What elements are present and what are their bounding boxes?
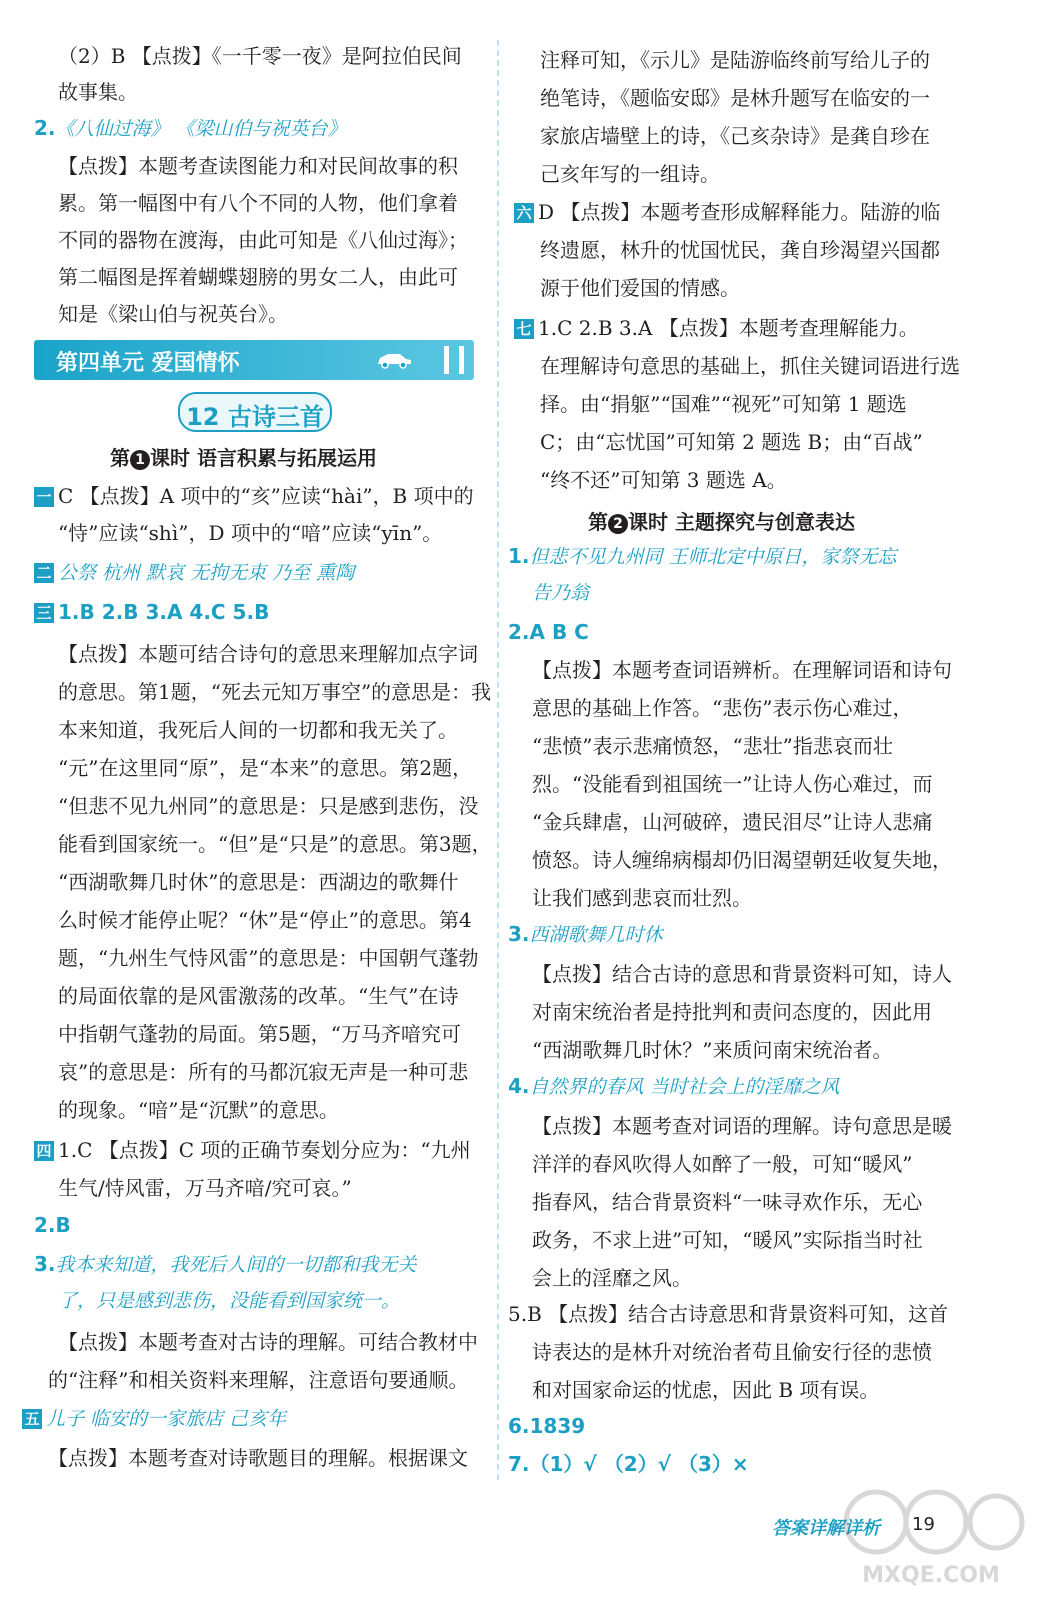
text-line: “但悲不见九州同”的意思是：只是感到悲伤，没: [58, 794, 479, 818]
subtitle-text: 课时 主题探究与创意表达: [628, 510, 855, 534]
car-icon: [374, 350, 414, 370]
text-line: 注释可知，《示儿》是陆游临终前写给儿子的: [540, 48, 930, 72]
section-tag: 四: [34, 1141, 54, 1161]
question-1: [508, 544, 897, 569]
question-number: 3.: [508, 922, 530, 946]
text-line: 和对国家命运的忧虑，因此 B 项有误。: [532, 1378, 880, 1402]
page-number: 19: [912, 1514, 935, 1535]
answer-line: 2.B: [34, 1213, 71, 1237]
text-line: 【点拨】本题考查对诗歌题目的理解。根据课文: [48, 1446, 468, 1470]
lesson-title: 12 古诗三首: [186, 403, 324, 431]
section-tag: 五: [22, 1409, 42, 1429]
section-tag: 三: [34, 603, 54, 623]
text-line: 洋洋的春风吹得人如醉了一般，可知“暖风”: [532, 1152, 913, 1176]
question-number: 4.: [508, 1074, 530, 1098]
text-line: 终遗愿，林升的忧国忧民，龚自珍渴望兴国都: [540, 238, 940, 262]
text-line: 【点拨】结合古诗的意思和背景资料可知，诗人: [532, 962, 952, 986]
text-line: 会上的淫靡之风。: [532, 1266, 692, 1290]
text-line: 在理解诗句意思的基础上，抓住关键词语进行选: [540, 354, 960, 378]
text-line: 的现象。“喑”是“沉默”的意思。: [58, 1098, 339, 1122]
text-line: 中指朝气蓬勃的局面。第5题，“万马齐喑究可: [58, 1022, 461, 1046]
answer-line: 7.（1）√ （2）√ （3）×: [508, 1452, 749, 1476]
text-line: 让我们感到悲哀而壮烈。: [532, 886, 752, 910]
subtitle-prefix: 第: [588, 510, 608, 534]
text-line: “恃”应读“shì”，D 项中的“喑”应读“yīn”。: [58, 521, 443, 545]
text-line: 愤怒。诗人缠绵病榻却仍旧渴望朝廷收复失地，: [532, 848, 952, 872]
text-line: 指春风，结合背景资料“一味寻欢作乐，无心: [532, 1190, 923, 1214]
section-6: [514, 200, 940, 224]
handwritten-answer: 我本来知道，我死后人间的一切都和我无关: [55, 1254, 417, 1276]
text-line: 知是《梁山伯与祝英台》。: [58, 302, 288, 326]
text-line: 源于他们爱国的情感。: [540, 276, 740, 300]
answer-keys: 1.B 2.B 3.A 4.C 5.B: [58, 600, 270, 624]
text-line: “元”在这里同“原”，是“本来”的意思。第2题，: [58, 756, 473, 780]
lesson-subtitle: [110, 442, 377, 471]
text-line: 家旅店墙壁上的诗，《己亥杂诗》是龚自珍在: [540, 124, 930, 148]
text-line: 烈。“没能看到祖国统一”让诗人伤心难过，而: [532, 772, 933, 796]
section-tag: 七: [514, 319, 534, 339]
text-line: 的意思。第1题，“死去元知万事空”的意思是：我: [58, 680, 492, 704]
text-line: 第二幅图是挥着蝴蝶翅膀的男女二人，由此可: [58, 265, 458, 289]
unit-banner: [34, 340, 474, 380]
text-line: “金兵肆虐，山河破碎，遗民泪尽”让诗人悲痛: [532, 810, 933, 834]
text-line: 【点拨】本题考查词语辨析。在理解词语和诗句: [532, 658, 952, 682]
text-line: 【点拨】本题考查对古诗的理解。可结合教材中: [58, 1330, 478, 1354]
text-line: 【点拨】本题可结合诗句的意思来理解加点字词: [58, 642, 478, 666]
text-line: 对南宋统治者是持批判和责问态度的，因此用: [532, 1000, 932, 1024]
section-tag: 一: [34, 487, 54, 507]
text-line: “西湖歌舞几时休”的意思是：西湖边的歌舞什: [58, 870, 459, 894]
question-number: 1.: [508, 544, 530, 568]
text-line: 么时候才能停止呢？“休”是“停止”的意思。第4: [58, 908, 472, 932]
text-line: 诗表达的是林升对统治者苟且偷安行径的悲愤: [532, 1340, 932, 1364]
column-divider: [497, 40, 499, 1480]
text-line: 生气/恃风雷，万马齐喑/究可哀。”: [58, 1176, 352, 1200]
text-line: 意思的基础上作答。“悲伤”表示伤心难过，: [532, 696, 913, 720]
handwritten-answer: 《八仙过海》 《梁山伯与祝英台》: [55, 118, 347, 140]
handwritten-answer: 公祭 杭州 默哀 无拘无束 乃至 熏陶: [58, 562, 355, 584]
text-line: C；由“忘忧国”可知第 2 题选 B；由“百战”: [540, 430, 923, 454]
handwritten-answer: 了，只是感到悲伤，没能看到国家统一。: [58, 1290, 401, 1312]
text-line: “西湖歌舞几时休？”来质问南宋统治者。: [532, 1038, 893, 1062]
footer-label: 答案详解详析: [772, 1518, 880, 1539]
text-line: 故事集。: [58, 80, 138, 104]
handwritten-answer: 自然界的春风 当时社会上的淫靡之风: [529, 1076, 840, 1098]
answer-line: 2.A B C: [508, 620, 589, 644]
text-line: 的“注释”和相关资料来理解，注意语句要通顺。: [48, 1368, 469, 1392]
section-1: [34, 484, 474, 508]
watermark: [836, 1484, 1026, 1594]
handwritten-answer: 西湖歌舞几时休: [529, 924, 663, 946]
text-line: 政务，不求上进”可知，“暖风”实际指当时社: [532, 1228, 923, 1252]
text-line: （2）B 【点拨】《一千零一夜》是阿拉伯民间: [58, 44, 462, 68]
section-5: [22, 1406, 286, 1431]
text-line: 不同的器物在渡海，由此可知是《八仙过海》；: [58, 228, 468, 252]
question-number: 3.: [34, 1252, 56, 1276]
unit-title: 第四单元 爱国情怀: [56, 351, 240, 376]
watermark-logo-icon: [836, 1484, 1026, 1564]
text-line: 的局面依靠的是风雷激荡的改革。“生气”在诗: [58, 984, 459, 1008]
handwritten-answer: 儿子 临安的一家旅店 己亥年: [46, 1408, 287, 1430]
section-text: C 【点拨】A 项中的“亥”应读“hài”，B 项中的: [58, 484, 474, 508]
text-line: “终不还”可知第 3 题选 A。: [540, 468, 787, 492]
text-line: 己亥年写的一组诗。: [540, 162, 720, 186]
section-3: [34, 600, 269, 624]
subtitle-text: 课时 语言积累与拓展运用: [150, 446, 377, 470]
circled-number: 2: [608, 514, 628, 534]
section-tag: 二: [34, 563, 54, 583]
lesson-subtitle: [588, 506, 855, 535]
question-5: 5.B 【点拨】结合古诗意思和背景资料可知，这首: [508, 1302, 949, 1326]
question-number: 2.: [34, 116, 56, 140]
circled-number: 1: [130, 450, 150, 470]
section-text: 1.C 【点拨】C 项的正确节奏划分应为：“九州: [58, 1138, 471, 1162]
question-3: [508, 922, 663, 947]
lesson-title-box: [178, 392, 332, 432]
text-line: 累。第一幅图中有八个不同的人物，他们拿着: [58, 191, 458, 215]
text-line: 题，“九州生气恃风雷”的意思是：中国朝气蓬勃: [58, 946, 479, 970]
text-line: “悲愤”表示悲痛愤怒，“悲壮”指悲哀而壮: [532, 734, 893, 758]
question-4: [508, 1074, 840, 1099]
text-line: 本来知道，我死后人间的一切都和我无关了。: [58, 718, 458, 742]
section-text: 1.C 2.B 3.A 【点拨】本题考查理解能力。: [538, 316, 919, 340]
handwritten-answer: 告乃翁: [532, 582, 590, 604]
section-7: [514, 316, 919, 340]
banner-bars-icon: [444, 346, 464, 374]
section-text: D 【点拨】本题考查形成解释能力。陆游的临: [538, 200, 941, 224]
answer-line: 6.1839: [508, 1414, 586, 1438]
text-line: 【点拨】本题考查对词语的理解。诗句意思是暖: [532, 1114, 952, 1138]
question-2: [34, 116, 347, 141]
handwritten-answer: 但悲不见九州同 王师北定中原日，家祭无忘: [529, 546, 897, 568]
watermark-text: MXQE.COM: [862, 1563, 1000, 1588]
question-3: [34, 1252, 417, 1277]
section-4: [34, 1138, 471, 1162]
section-tag: 六: [514, 203, 534, 223]
text-line: 绝笔诗，《题临安邸》是林升题写在临安的一: [540, 86, 930, 110]
section-2: [34, 560, 354, 585]
text-line: 哀”的意思是：所有的马都沉寂无声是一种可悲: [58, 1060, 469, 1084]
subtitle-prefix: 第: [110, 446, 130, 470]
text-line: 【点拨】本题考查读图能力和对民间故事的积: [58, 154, 458, 178]
text-line: 能看到国家统一。“但”是“只是”的意思。第3题，: [58, 832, 492, 856]
text-line: 择。由“捐躯”“国难”“视死”可知第 1 题选: [540, 392, 907, 416]
